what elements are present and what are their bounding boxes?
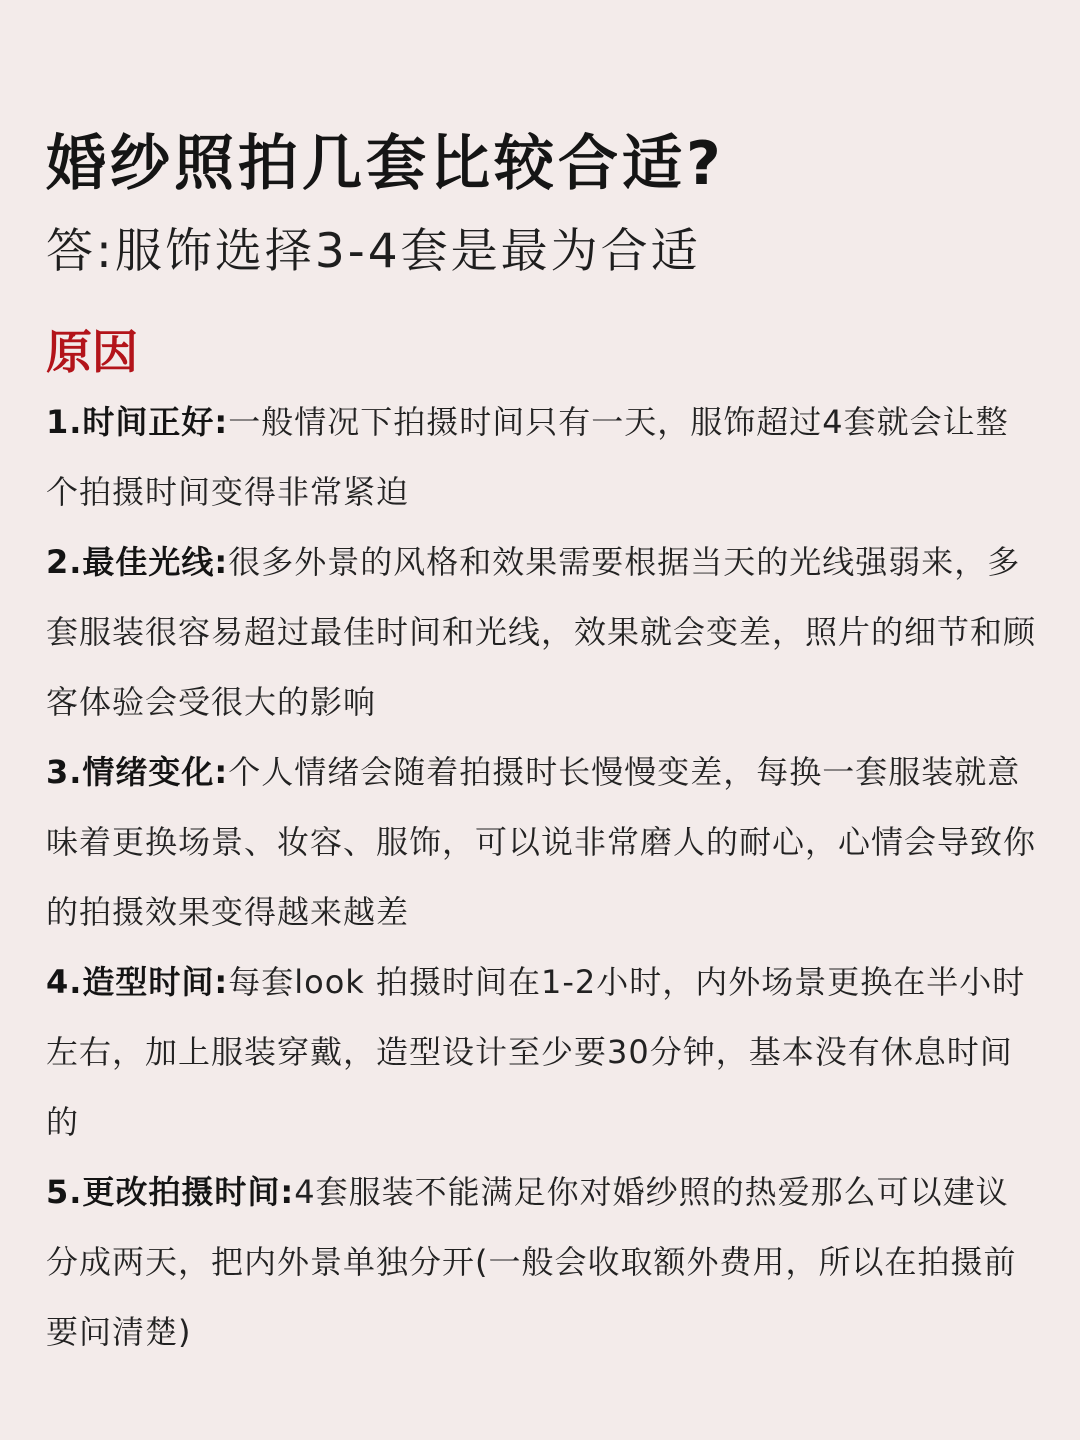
reason-text: 每套look 拍摄时间在1-2小时，内外场景更换在半小时左右，加上服装穿戴，造型设计至少要30分钟，基本没有休息时间的 <box>46 963 1026 1141</box>
reasons-heading: 原因 <box>46 325 138 379</box>
reason-text: 4套服装不能满足你对婚纱照的热爱那么可以建议分成两天，把内外景单独分开(一般会收取额外费用，所以在拍摄前要问清楚) <box>46 1173 1017 1351</box>
reason-item <box>46 947 1040 1157</box>
page-title: 婚纱照拍几套比较合适? <box>46 129 725 199</box>
reason-item <box>46 737 1040 947</box>
reason-text: 很多外景的风格和效果需要根据当天的光线强弱来，多套服装很容易超过最佳时间和光线，效果就会变差，照片的细节和顾客体验会受很大的影响 <box>46 543 1037 721</box>
reason-text: 一般情况下拍摄时间只有一天，服饰超过4套就会让整个拍摄时间变得非常紧迫 <box>46 403 1009 511</box>
reason-label: 1.时间正好: <box>46 403 229 441</box>
reason-label: 5.更改拍摄时间: <box>46 1173 295 1211</box>
reason-item <box>46 527 1040 737</box>
reason-label: 2.最佳光线: <box>46 543 229 581</box>
answer-subtitle: 答:服饰选择3-4套是最为合适 <box>46 224 701 279</box>
reason-item <box>46 387 1040 527</box>
reason-label: 4.造型时间: <box>46 963 229 1001</box>
reason-label: 3.情绪变化: <box>46 753 229 791</box>
reason-text: 个人情绪会随着拍摄时长慢慢变差，每换一套服装就意味着更换场景、妆容、服饰，可以说非常磨人的耐心，心情会导致你的拍摄效果变得越来越差 <box>46 753 1037 931</box>
reasons-list <box>46 387 1040 1367</box>
reason-item <box>46 1157 1040 1367</box>
